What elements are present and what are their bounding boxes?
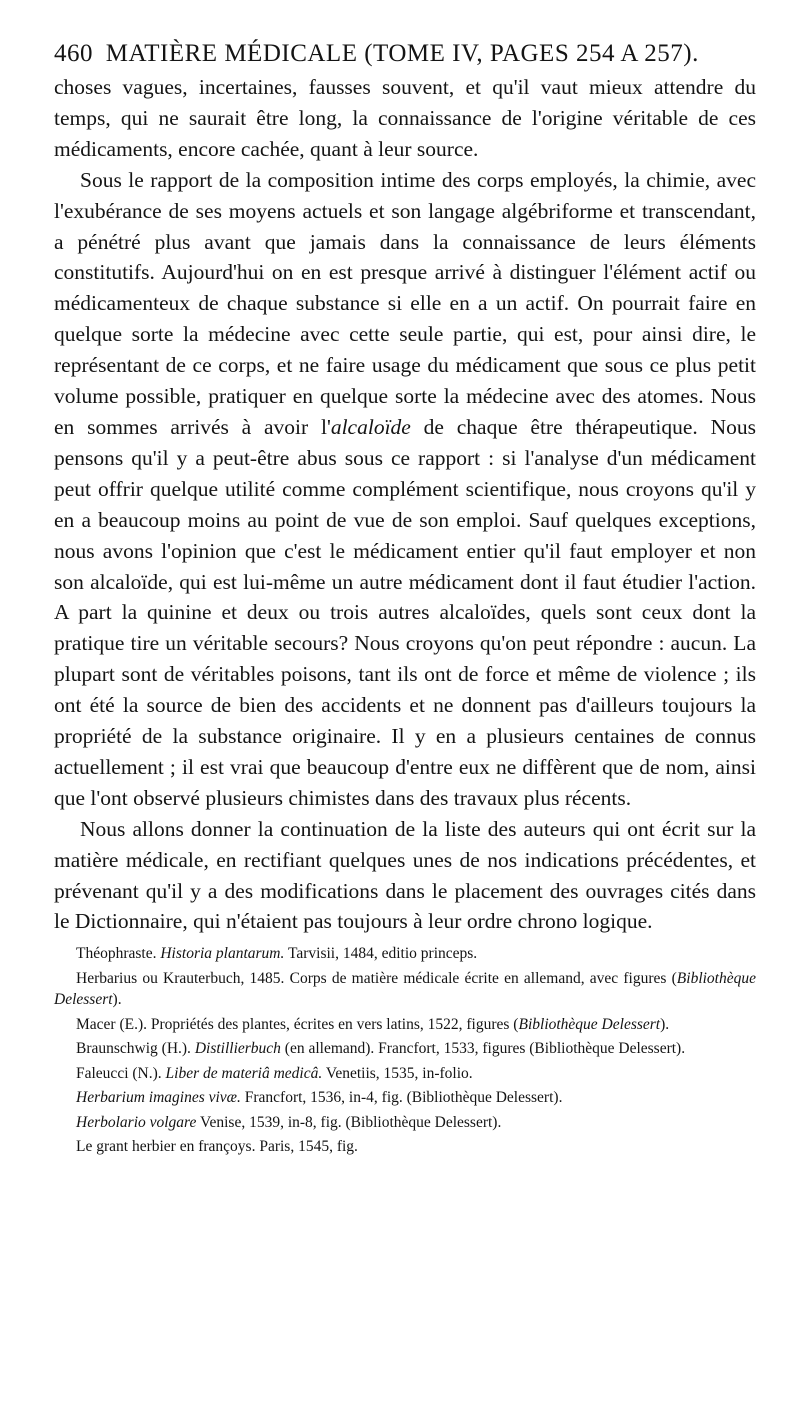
paragraph-chemistry	[54, 165, 756, 814]
paragraph-continuation: choses vagues, incertaines, fausses souvent, et qu'il vaut mieux attendre du temps, qui ne saurait être long, la connaissance de l'origine véritable de ces médicaments, encore cachée, quant à leur source.	[54, 75, 756, 161]
reference-title: Distillierbuch	[194, 1040, 281, 1058]
alcaloide-emphasis: alcaloïde	[330, 414, 411, 439]
reference-title: Bibliothèque Delessert	[54, 969, 756, 1009]
reference-details: (en allemand). Francfort, 1533, figures (Bibliothèque Delessert).	[284, 1040, 686, 1058]
paragraph-chemistry-text-b: de chaque être thérapeutique. Nous pensons qu'il y a peut-être abus sous ce rapport : si l'analyse d'un médicament peut offrir quelque utilité comme complément scientifique, nous croyons qu'il y en a beaucoup moins au point de vue de son emploi. Sauf quelques exceptions, nous avons l'opinion que c'est le médicament entier qu'il faut employer et non son alcaloïde, qui est lui-même un autre médicament dont il faut étudier l'action. A part la quinine et deux ou trois autres alcaloïdes, quels sont ceux dont la pratique tire un véritable secours? Nous croyons qu'on peut répondre : aucun. La plupart sont de véritables poisons, tant ils ont de force et même de violence ; ils ont été la source de bien des accidents et ne donnent pas d'ailleurs toujours la propriété de la substance originaire. Il y en a plusieurs centaines de connus actuellement ; il est vrai que beaucoup d'entre eux ne diffèrent que de nom, ainsi que l'ont observé plusieurs chimistes dans des travaux plus récents.	[54, 414, 756, 810]
reference-item	[54, 1087, 756, 1109]
reference-title: Herbolario volgare	[76, 1113, 197, 1131]
reference-title: Bibliothèque Delessert	[518, 1015, 661, 1033]
reference-item	[54, 1014, 756, 1036]
reference-item	[54, 1063, 756, 1085]
reference-author: Braunschwig (H.).	[76, 1040, 191, 1058]
running-header	[54, 38, 756, 70]
reference-author: Théophraste.	[76, 945, 157, 963]
reference-author: Macer (E.). Propriétés des plantes, écrites en vers latins, 1522, figures (	[76, 1015, 519, 1033]
reference-item	[54, 1038, 756, 1060]
reference-details: Tarvisii, 1484, editio princeps.	[287, 945, 478, 963]
reference-details: Venetiis, 1535, in-folio.	[325, 1064, 473, 1082]
reference-author: Herbarius ou Krauterbuch, 1485. Corps de matière médicale écrite en allemand, avec figures (	[76, 969, 677, 987]
page-number: 460	[54, 40, 93, 67]
paragraph-author-list-intro: Nous allons donner la continuation de la liste des auteurs qui ont écrit sur la matière médicale, en rectifiant quelques unes de nos indications précédentes, et prévenant qu'il y a des modifications dans le placement des ouvrages cités dans le Dictionnaire, qui n'étaient pas toujours à leur ordre chrono logique.	[54, 816, 756, 934]
reference-details: Venise, 1539, in-8, fig. (Bibliothèque Delessert).	[200, 1113, 502, 1131]
reference-title: Historia plantarum.	[160, 945, 285, 963]
reference-author: Faleucci (N.).	[76, 1064, 162, 1082]
reference-author: Le grant herbier en françoys. Paris, 1545, fig.	[76, 1138, 358, 1156]
reference-item	[54, 1136, 756, 1158]
reference-item	[54, 1112, 756, 1134]
reference-item	[54, 968, 756, 1011]
body-text	[54, 72, 756, 937]
volume-reference: (TOME IV, PAGES 254 A 257).	[364, 40, 699, 67]
reference-title: Liber de materiâ medicâ.	[165, 1064, 323, 1082]
reference-item	[54, 943, 756, 965]
paragraph-chemistry-text-a: Sous le rapport de la composition intime des corps employés, la chimie, avec l'exubérance de ses moyens actuels et son langage algébriforme et transcendant, a pénétré plus avant que jamais dans la connaissance de leurs éléments constitutifs. Aujourd'hui on en est presque arrivé à distinguer l'élément actif ou médicamenteux de chaque substance si elle en a un actif. On pourrait faire en quelque sorte la médecine avec cette seule partie, qui est, pour ainsi dire, le représentant de ce corps, et ne faire usage du médicament que sous ce plus petit volume possible, pratiquer en quelque sorte la médecine avec des atomes. Nous en sommes arrivés à avoir l'	[54, 167, 756, 439]
reference-title: Herbarium imagines vivæ.	[76, 1089, 241, 1107]
reference-details: ).	[112, 991, 122, 1009]
reference-details: ).	[660, 1015, 670, 1033]
reference-details: Francfort, 1536, in-4, fig. (Bibliothèque Delessert).	[244, 1089, 563, 1107]
reference-list	[54, 943, 756, 1158]
running-title: MATIÈRE MÉDICALE	[105, 40, 358, 67]
